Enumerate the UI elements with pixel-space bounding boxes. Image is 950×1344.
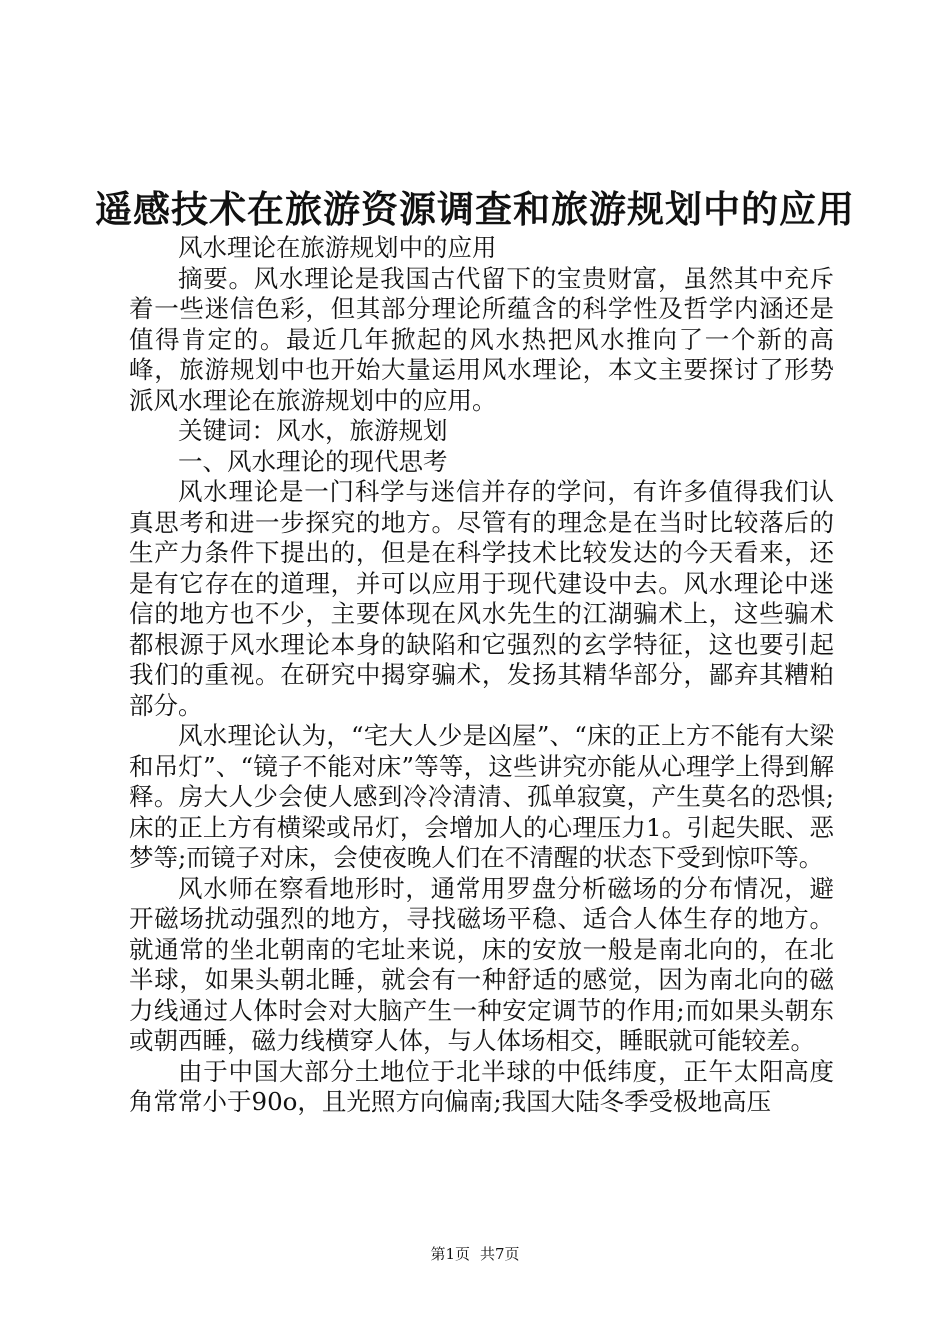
document-title: 遥感技术在旅游资源调查和旅游规划中的应用: [95, 187, 855, 231]
section-heading: 一、风水理论的现代思考: [178, 446, 448, 476]
document-body: [129, 233, 834, 1118]
body-paragraph: 风水理论是一门科学与迷信并存的学问，有许多值得我们认真思考和进一步探究的地方。尽管有的理念是在当时比较落后的生产力条件下提出的，但是在科学技术比较发达的今天看来，还是有它存在的道理，并可以应用于现代建设中去。风水理论中迷信的地方也不少，主要体现在风水先生的江湖骗术上，这些骗术都根源于风水理论本身的缺陷和它强烈的玄学特征，这也要引起我们的重视。在研究中揭穿骗术，发扬其精华部分，鄙弃其糟粕部分。: [129, 477, 834, 720]
page-number: 第1页: [430, 1245, 470, 1263]
page-total: 共7页: [480, 1245, 520, 1263]
section-subtitle: 风水理论在旅游规划中的应用: [178, 233, 497, 262]
body-paragraph: 风水师在察看地形时，通常用罗盘分析磁场的分布情况，避开磁场扰动强烈的地方，寻找磁场平稳、适合人体生存的地方。就通常的坐北朝南的宅址来说，床的安放一般是南北向的，在北半球，如果头朝北睡，就会有一种舒适的感觉，因为南北向的磁力线通过人体时会对大脑产生一种安定调节的作用;而如果头朝东或朝西睡，磁力线横穿人体，与人体场相交，睡眠就可能较差。: [129, 873, 834, 1055]
body-paragraph: 风水理论认为，“宅大人少是凶屋”、“床的正上方不能有大梁和吊灯”、“镜子不能对床”等等，这些讲究亦能从心理学上得到解释。房大人少会使人感到冷冷清清、孤单寂寞，产生莫名的恐惧;床的正上方有横梁或吊灯，会增加人的心理压力1。引起失眠、恶梦等;而镜子对床，会使夜晚人们在不清醒的状态下受到惊吓等。: [129, 721, 834, 872]
page-footer: [0, 1243, 950, 1265]
body-paragraph: 由于中国大部分土地位于北半球的中低纬度，正午太阳高度角常常小于90o，且光照方向偏南;我国大陆冬季受极地高压: [129, 1056, 834, 1116]
abstract-paragraph: 摘要。风水理论是我国古代留下的宝贵财富，虽然其中充斥着一些迷信色彩，但其部分理论所蕴含的科学性及哲学内涵还是值得肯定的。最近几年掀起的风水热把风水推向了一个新的高峰，旅游规划中也开始大量运用风水理论，本文主要探讨了形势派风水理论在旅游规划中的应用。: [129, 263, 834, 415]
keywords-line: 关键词：风水，旅游规划: [178, 416, 448, 445]
